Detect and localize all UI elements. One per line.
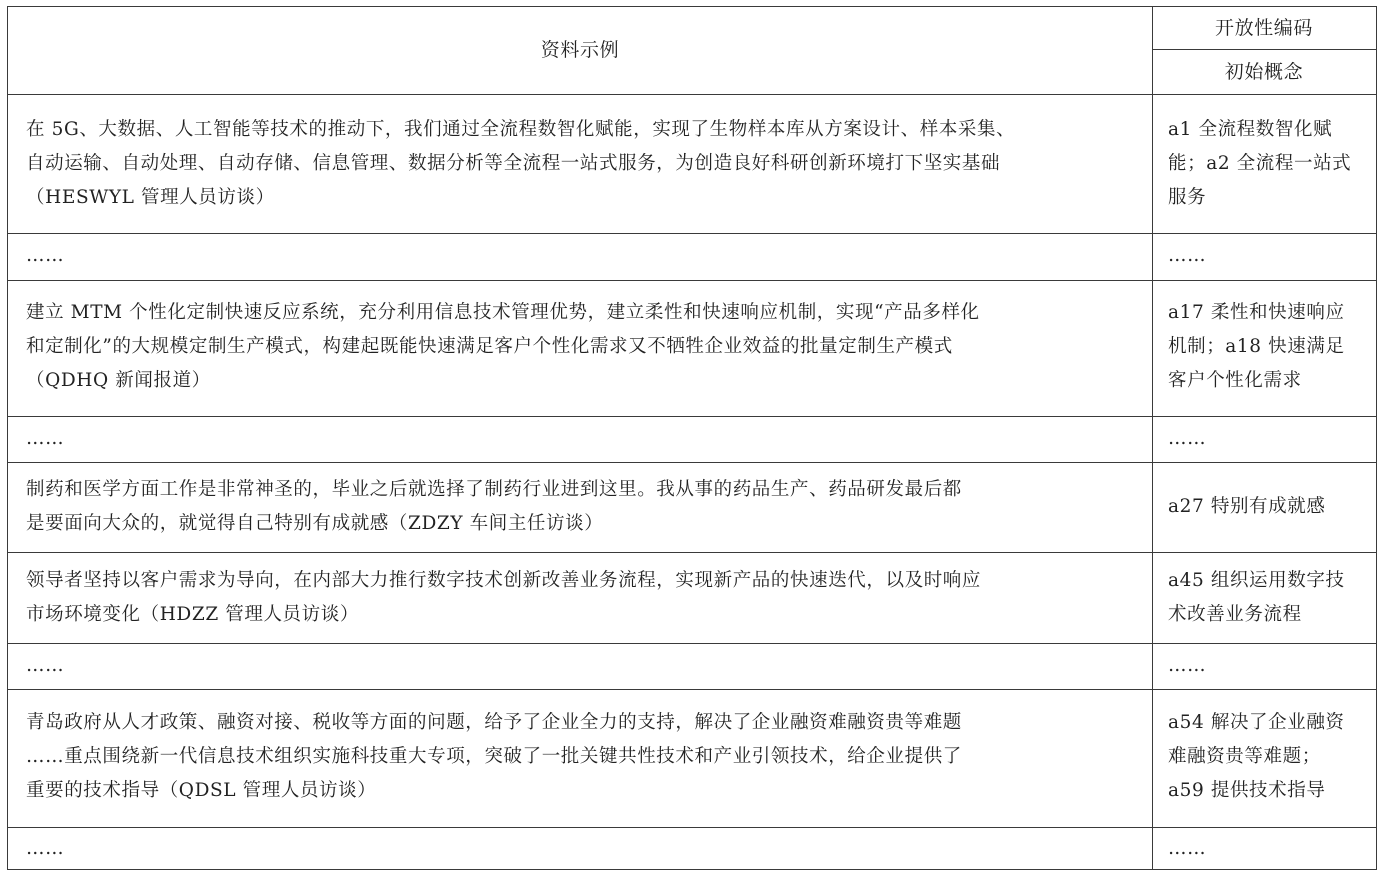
row-divider — [8, 416, 1376, 417]
table-row-concept: a17 柔性和快速响应 机制；a18 快速满足 客户个性化需求 — [1168, 302, 1345, 391]
table-row-content: 在 5G、大数据、人工智能等技术的推动下，我们通过全流程数智化赋能，实现了生物样本库从方案设计、样本采集、 自动运输、自动处理、自动存储、信息管理、数据分析等全流程一站式服务，为创造良好科研创新环境打下坚实基础 （HESWYL 管理人员访谈） — [26, 119, 1016, 208]
table-row-content: …… — [26, 838, 65, 859]
table-row-concept: …… — [1168, 428, 1207, 449]
table-row-concept: a45 组织运用数字技 术改善业务流程 — [1168, 570, 1345, 625]
row-divider — [8, 552, 1376, 553]
table-row-concept: a54 解决了企业融资 难融资贵等难题； a59 提供技术指导 — [1168, 712, 1345, 801]
table-row-content: 青岛政府从人才政策、融资对接、税收等方面的问题，给予了企业全力的支持，解决了企业融资难融资贵等难题 ……重点围绕新一代信息技术组织实施科技重大专项，突破了一批关键共性技术和产业引领技术，给企业提供了 重要的技术指导（QDSL 管理人员访谈） — [26, 712, 962, 801]
table-row-content: …… — [26, 655, 65, 676]
column-divider — [1152, 7, 1153, 869]
row-divider — [8, 280, 1376, 281]
row-divider — [8, 94, 1376, 95]
table-row-concept: a1 全流程数智化赋 能；a2 全流程一站式 服务 — [1168, 119, 1352, 208]
table-row-content: …… — [26, 428, 65, 449]
row-divider — [8, 689, 1376, 690]
table-row-content: 制药和医学方面工作是非常神圣的，毕业之后就选择了制药行业进到这里。我从事的药品生产、药品研发最后都 是要面向大众的，就觉得自己特别有成就感（ZDZY 车间主任访谈） — [26, 479, 962, 534]
row-divider — [8, 643, 1376, 644]
row-divider — [8, 233, 1376, 234]
table-row-concept: …… — [1168, 655, 1207, 676]
header-sub-divider — [1152, 49, 1376, 50]
coding-table — [7, 6, 1377, 870]
header-open-coding: 开放性编码 — [1214, 17, 1313, 39]
row-divider — [8, 462, 1376, 463]
row-divider — [8, 827, 1376, 828]
table-row-concept: a27 特别有成就感 — [1168, 496, 1326, 517]
table-row-content: 建立 MTM 个性化定制快速反应系统，充分利用信息技术管理优势，建立柔性和快速响应机制，实现“产品多样化 和定制化”的大规模定制生产模式，构建起既能快速满足客户个性化需求又不牺牲企业效益的批量定制生产模式 （QDHQ 新闻报道） — [26, 302, 980, 391]
table-row-content: …… — [26, 245, 65, 266]
table-row-concept: …… — [1168, 245, 1207, 266]
table-row-content: 领导者坚持以客户需求为导向，在内部大力推行数字技术创新改善业务流程，实现新产品的快速迭代，以及时响应 市场环境变化（HDZZ 管理人员访谈） — [26, 570, 982, 625]
header-initial-concept: 初始概念 — [1224, 61, 1304, 83]
header-material-example: 资料示例 — [540, 39, 620, 61]
table-row-concept: …… — [1168, 838, 1207, 859]
